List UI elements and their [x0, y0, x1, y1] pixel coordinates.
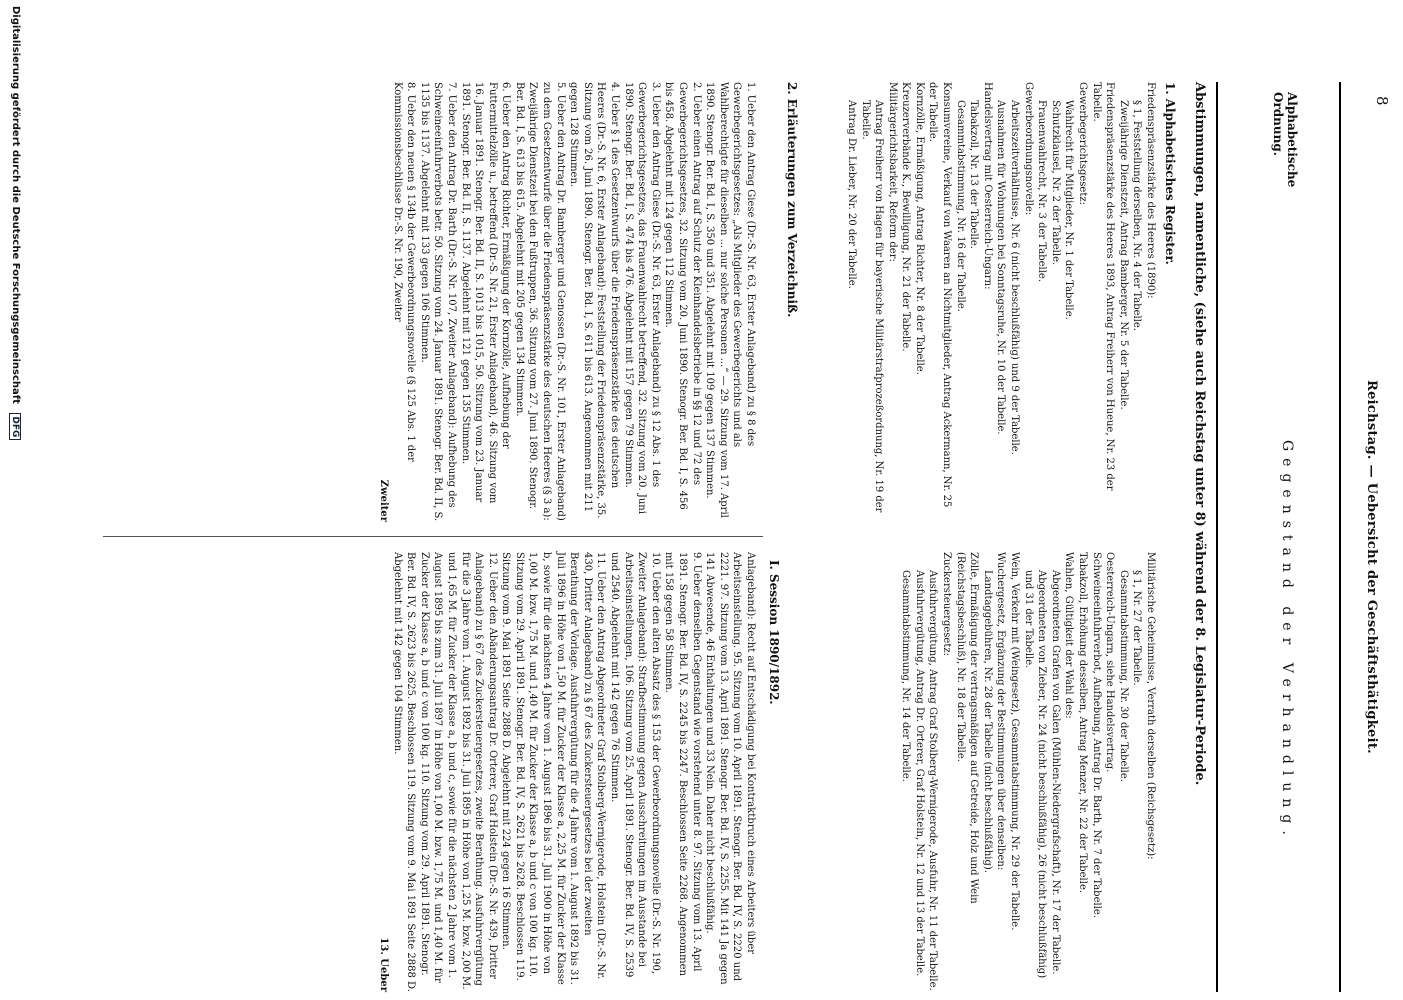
dfg-logo: DFG [9, 413, 21, 440]
catchword: 13. Ueber [377, 937, 389, 992]
running-title: Reichstag. — Uebersicht der Geschäftsthätigkeit. [1364, 380, 1379, 754]
register-entry: § 1, Feststellung derselben, Nr. 4 der Tabelle. [1131, 100, 1143, 332]
note-item: 5. Ueber den Antrag Dr. Bamberger und Genossen (Dr.-S. Nr. 101, Erster Anlageband) zu dem Gesetzentwurfe über die Friedenspräsenzstärke des deutschen Heeres (§ 3 a): Zweijährige Dienstzeit bei den Fußtruppen, 36. Sitzung vom 27. Juni 1890. Stenogr. Ber. Bd. I, S. 613 bis 615. Abgelehnt mit 205 gegen 134 Stimmen. [513, 82, 566, 521]
main-title: Abstimmungen, namentliche, (siehe auch Reichstag unter 8) während der 8. Legislatur-Periode. [1192, 82, 1207, 786]
section-heading-notes: 2. Erläuterungen zum Verzeichniß. [785, 82, 799, 318]
notes-left-column [376, 82, 757, 522]
register-entry: Abgeordneten Grafen von Galen (Mühlen-Niedergrafschaft), Nr. 17 der Tabelle. [1049, 570, 1061, 975]
notes-right-column [376, 552, 757, 992]
note-item: 9. Ueber denselben Gegenstand wie vorstehend unter 8. 97. Sitzung vom 13. April 1891. Stenogr. Ber. Bd. IV, S. 2245 bis 2247. Beschlossen Seite 2268. Angenommen mit 158 gegen 58 Stimmen. [663, 552, 702, 976]
register-entry: Landtaggebühren, Nr. 28 der Tabelle (nicht beschlußfähig). [981, 570, 993, 873]
note-item: 2. Ueber einen Antrag auf Schutz der Kleinhandelsbetriebe in §§ 12 und 72 des Gewerbegerichtsgesetzes, 32. Sitzung vom 20. Juni 1890. Stenogr. Ber. Bd. I, S. 456 bis 458. Abgelehnt mit 124 gegen 112 Stimmen. [663, 82, 702, 510]
register-left-column [844, 82, 1157, 522]
column-divider [103, 536, 763, 537]
register-entry: Handelsvertrag mit Oesterreich-Ungarn: [981, 82, 993, 290]
register-entry: Zölle, Ermäßigung der vertragsmäßigen auf Getreide, Holz und Wein (Reichstagsbeschluß), Nr. 18 der Tabelle. [954, 552, 980, 904]
note-item: 1. Ueber den Antrag Giese (Dr.-S. Nr. 63, Erster Anlageband) zu § 8 des Gewerbegerichtsgesetzes: „Als Mitglieder des Gewerbegerichts und als Wahlberechtigte für dieselben ... nur solche Personen ...“ — 29. Sitzung vom 17. April 1890. Stenogr. Ber. Bd. I, S. 350 und 351. Abgelehnt mit 109 gegen 137 Stimmen. [704, 82, 756, 518]
register-right-column [899, 552, 1157, 992]
page-number: 8 [1373, 96, 1391, 106]
register-entry: Schutzklausel, Nr. 2 der Tabelle. [1049, 100, 1061, 266]
register-entry: Gesammtabstimmung, Nr. 30 der Tabelle. [1117, 570, 1129, 782]
register-entry: Wahlrecht für Mitglieder, Nr. 1 der Tabelle. [1063, 100, 1075, 320]
register-entry: Wahlen, Gültigkeit der Wahl des: [1063, 552, 1075, 719]
register-entry: Tabakzoll, Erhöhung desselben, Antrag Menzer, Nr. 22 der Tabelle. [1077, 552, 1089, 894]
register-entry: Militärgerichtsbarkeit, Reform der: [886, 82, 898, 262]
column-heading: Gegenstand der Verhandlung. [1279, 440, 1295, 842]
register-entry: Zweijährige Dienstzeit, Antrag Bamberger, Nr. 5 der Tabelle. [1117, 100, 1129, 410]
register-entry: Schweineeinfuhrverbot, Aufhebung, Antrag Dr. Barth, Nr. 7 der Tabelle. [1090, 552, 1102, 918]
register-entry: Gewerbeordnungsnovelle: [1022, 82, 1034, 216]
register-entry: Gesammtabstimmung, Nr. 16 der Tabelle. [954, 100, 966, 312]
note-item: 8. Ueber den neuen § 134b der Gewerbeordnungsnovelle (§ 125 Abs. 1 der Kommissionsbeschlüsse Dr.-S. Nr. 190, Zweiter [391, 82, 417, 462]
register-entry: Wuchergesetz, Ergänzung der Bestimmungen über denselben: [995, 552, 1007, 871]
note-item: 12. Ueber den Abänderungsantrag Dr. Orterer, Graf Holstein (Dr.-S. Nr. 439, Dritter Anlageband) zu § 67 des Zuckersteuergesetzes, zweite Berathung. Ausfuhrvergütung für die 3 Jahre vom 1. August 1892 bis 31. Juli 1895 in Höhe von 1,25 M. bzw. 2,00 M. und 1,65 M. für Zucker der Klasse a, b und c, sowie für die nächsten 2 Jahre vom 1. August 1895 bis zum 31. Juli 1897 in Höhe von 1,00 M. bzw. 1,75 M. und 1,40 M. für Zucker der Klasse a, b und c von 100 kg. 110. Sitzung vom 29. April 1891. Stenogr. Ber. Bd. IV, S. 2623 bis 2625. Beschlossen 119. Sitzung vom 9. Mai 1891 Seite 2888 D. Abgelehnt mit 142 gegen 104 Stimmen. [391, 552, 498, 992]
register-entry: Friedenspräsenzstärke des Heeres (1890): [1145, 82, 1156, 299]
note-item: 6. Ueber den Antrag Richter, Ermäßigung der Kornzölle, Aufhebung der Futtermittelzölle u., betreffend (Dr.-S. Nr. 21, Erster Anlageband), 46. Sitzung vom 16. Januar 1891. Stenogr. Ber. Bd. II, S. 1013 bis 1015, 50. Sitzung vom 23. Januar 1891. Stenogr. Ber. Bd. II, S. 1137. Abgelehnt mit 121 gegen 135 Stimmen. [459, 82, 512, 504]
register-entry: Arbeitszeitverhältnisse, Nr. 6 (nicht beschlußfähig) und 9 der Tabelle. [1009, 100, 1021, 455]
register-entry: Ausfuhrvergütung, Antrag Graf Stolberg-Wernigerode, Ausfuhr, Nr. 11 der Tabelle. [927, 570, 939, 991]
register-entry: Zuckersteuergesetz: [941, 552, 953, 656]
register-entry: Oesterreich-Ungarn, siehe Handelsvertrag. [1104, 552, 1116, 773]
register-entry: Friedenspräsenzstärke des Heeres 1893, Antrag Freiherr von Hueue, Nr. 23 der Tabelle. [1090, 82, 1116, 491]
register-entry: Antrag Dr. Lieber, Nr. 20 der Tabelle. [845, 100, 857, 289]
register-entry: Tabakzoll, Nr. 13 der Tabelle. [968, 100, 980, 249]
header-rule [1339, 82, 1341, 992]
register-entry: § 1, Nr. 27 der Tabelle. [1131, 570, 1143, 686]
register-entry: Gesammtabstimmung, Nr. 14 der Tabelle. [900, 570, 912, 782]
register-entry: Antrag Freiherr von Hagen für bayerische Militärstrafprozeßordnung, Nr. 19 der Tabelle. [859, 100, 885, 513]
session-heading: I. Session 1890/1892. [767, 560, 781, 705]
digitization-credit-text: Digitalisierung gefördert durch die Deutsche Forschungsgemeinschaft [10, 6, 21, 404]
left-column-title: Alphabetische Ordnung. [1271, 92, 1299, 188]
note-item: 7. Ueber den Antrag Dr. Barth (Dr.-S. Nr. 107, Zweiter Anlageband): Aufhebung des Schweineeinfuhrverbots betr. 50. Sitzung vom 24. Januar 1891. Stenogr. Ber. Bd. II, S. 1135 bis 1137. Abgelehnt mit 133 gegen 106 Stimmen. [418, 82, 457, 522]
register-entry: Wein, Verkehr mit (Weingesetz), Gesammtabstimmung, Nr. 29 der Tabelle. [1009, 552, 1021, 931]
register-entry: Gewerbegerichtsgesetz: [1077, 82, 1089, 205]
register-entry: Kornzölle, Ermäßigung, Antrag Richter, Nr. 8 der Tabelle. [913, 82, 925, 375]
register-entry: Militärische Geheimnisse, Verrath derselben (Reichsgesetz): [1145, 552, 1156, 860]
register-entry: Frauenwahlrecht, Nr. 3 der Tabelle. [1036, 100, 1048, 283]
register-entry: Konsumvereine, Verkauf von Waaren an Nichtmitglieder, Antrag Ackermann, Nr. 25 der Tabelle. [927, 82, 953, 508]
header-rule-lower [1216, 82, 1218, 992]
catchword: Zweiter [377, 479, 389, 522]
note-item: 3. Ueber den Antrag Giese (Dr.-S. Nr. 63, Erster Anlageband) zu § 12 Abs. 1 des Gewerbegerichtsgesetzes, das Frauenwahlrecht betreffend, 32. Sitzung vom 20. Juni 1890. Stenogr. Ber. Bd. I, S. 474 bis 476. Abgelehnt mit 157 gegen 79 Stimmen. [622, 82, 661, 514]
register-entry: Kreuzerverbände K., Bewilligung, Nr. 21 der Tabelle. [900, 82, 912, 352]
register-entry: Ausfuhrvergütung, Antrag Dr. Orterer, Graf Holstein, Nr. 12 und 13 der Tabelle. [913, 570, 925, 977]
register-entry: Ausnahmen für Wohnungen bei Sonntagsruhe, Nr. 10 der Tabelle. [995, 100, 1007, 435]
section-heading-register: 1. Alphabetisches Register. [1163, 82, 1177, 265]
note-item: 4. Ueber § 1 des Gesetzentwurfs über die Friedenspräsenzstärke des deutschen Heeres (Dr.-S. Nr. 6, Erster Anlageband): Feststellung der Friedenspräsenzstärke, 35. Sitzung vom 26. Juni 1890. Stenogr. Ber. Bd. I, S. 611 bis 613. Angenommen mit 211 gegen 128 Stimmen. [568, 82, 621, 519]
note-item: 11. Ueber den Antrag Abgeordneter Graf Stolberg-Wernigerode, Holstein (Dr.-S. Nr. 430, Dritter Anlageband) zu § 67 des Zuckersteuergesetzes bei der zweiten Berathung der Vorlage. Ausfuhrvergütung für die 4 Jahre vom 1. August 1892 bis 31. Juli 1896 in Höhe von 1,50 M. für Zucker der Klasse a, 2,25 M. für Zucker der Klasse b, sowie für die nächsten 4 Jahre vom 1. August 1896 bis 31. Juli 1900 in Höhe von 1,00 M. bzw. 1,75 M. und 1,40 M. für Zucker der Klasse a, b und c von 100 kg. 110. Sitzung vom 29. April 1891. Stenogr. Ber. Bd. IV, S. 2621 bis 2628. Beschlossen 119. Sitzung vom 9. Mai 1891 Seite 2888 D. Abgelehnt mit 224 gegen 16 Stimmen. [500, 552, 607, 985]
note-item: 10. Ueber den alten Absatz des § 153 der Gewerbeordnungsnovelle (Dr.-S. Nr. 190, Zweiter Anlageband): Strafbestimmung gegen Ausschreitungen im Ausstande bei Arbeitseinstellungen, 106. Sitzung vom 25. April 1891. Stenogr. Ber. Bd. IV, S. 2539 und 2540. Abgelehnt mit 142 gegen 76 Stimmen. [609, 552, 661, 978]
digitization-credit [9, 6, 21, 440]
note-item: Anlageband): Recht auf Entschädigung bei Kontraktbruch eines Arbeiters über Arbeitseinstellung. 95. Sitzung vom 10. April 1891. Stenogr. Ber. Bd. IV, S. 2220 und 2221. 97. Sitzung vom 13. April 1891. Stenogr. Ber. Bd. IV, S. 2255. Mit 141 Ja gegen 141 Abwesende, 46 Enthaltungen und 33 Nein. Daher nicht beschlußfähig. [704, 552, 756, 985]
register-entry: Abgeordneten von Zieber, Nr. 24 (nicht beschlußfähig), 26 (nicht beschlußfähig) und 31 der Tabelle. [1022, 570, 1048, 979]
